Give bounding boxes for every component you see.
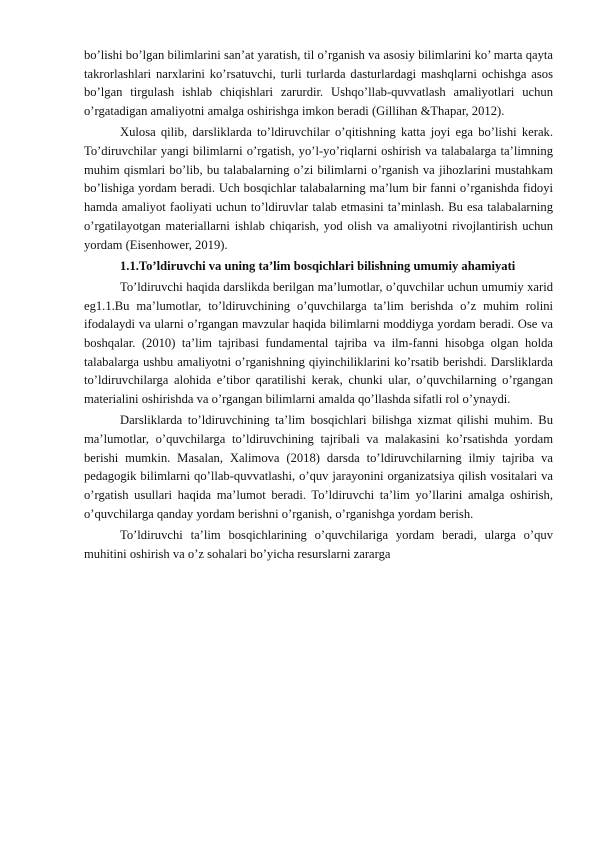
paragraph-4: Darsliklarda to’ldiruvchining ta’lim bosqichlari bilishga xizmat qilishi muhim. Bu ma’lumotlar, o’quvchilarga to’ldiruvchining tajribali va malakasini ko’rsatishda yordam berishi mumkin. Masalan, Xalimova (2018) darsda to’ldiruvchilarning ilmiy tajriba va pedagogik bilimlarni qo’llab-quvvatlashi, o’quv jarayonini organizatsiya qilish vositalari va o’rgatish usullari haqida ma’lumot beradi. To’ldiruvchi ta’lim yo’llarini amalga oshirish, o’quvchilarga qanday yordam berishni o’rganish, o’rganishga yordam berish. [84,413,553,521]
document-page [84,46,553,566]
paragraph-1: bo’lishi bo’lgan bilimlarini san’at yaratish, til o’rganish va asosiy bilimlarini ko’ marta qayta takrorlashlari narxlarini ko’rsatuvchi, turli turlarda dasturlardagi mashqlarni ochishga asos bo’lgan tirgulash ishlab chiqishlari zarurdir. Ushqo’llab-quvvatlash amaliyotlari uchun o’rgatadigan amaliyotni amalga oshirishga imkon beradi (Gillihan &Thapar, 2012). [84,48,553,119]
section-heading: 1.1.To’ldiruvchi va uning ta’lim bosqichlari bilishning umumiy ahamiyati [120,258,516,273]
paragraph-2: Xulosa qilib, darsliklarda to’ldiruvchilar o’qitishning katta joyi ega bo’lishi kerak. To’diruvchilar yangi bilimlarni o’rgatish, yo’l-yo’riqlarni oshirish va talabalarga ta’limning muhim qismlari bo’lib, bu talabalarning o’zi bilimlarni o’rganish va jihozlarini mustahkam bo’lishiga yordam beradi. Uch bosqichlar talabalarning ma’lum bir fanni o’rganishda fidoyi hamda amaliyot faoliyati uchun to’ldiruvlar talab etmasini ta’minlash. Bu esa talabalarning o’rgatilayotgan materiallarni ishlab chiqarish, yod olish va amaliyotni rivojlantirish uchun yordam (Eisenhower, 2019). [84,125,553,252]
paragraph-5: To’ldiruvchi ta’lim bosqichlarining o’quvchilariga yordam beradi, ularga o’quv muhitini oshirish va o’z sohalari bo’yicha resurslarni zararga [84,528,553,561]
paragraph-3: To’ldiruvchi haqida darslikda berilgan ma’lumotlar, o’quvchilar uchun umumiy xarid eg1.1.Bu ma’lumotlar, to’ldiruvchining o’quvchilarga ta’lim berishda o’z muhim rolini ifodalaydi va ularni o’rgangan mavzular haqida bilimlarni moddiyga yordam beradi. Ose va boshqalar. (2010) ta’lim tajribasi fundamental tajriba va ilm-fanni hisobga olgan holda talabalarga ushbu amaliyotni o’rganishning qiyinchiliklarini ko’rsatib berishdi. Darsliklarda to’ldiruvchilarga alohida e’tibor qaratilishi kerak, chunki ular, o’quvchilarning o’rgangan materialini oshirishda va o’rgangan bilimlarni amalda qo’llashda sifatli rol o’ynaydi. [84,279,553,407]
